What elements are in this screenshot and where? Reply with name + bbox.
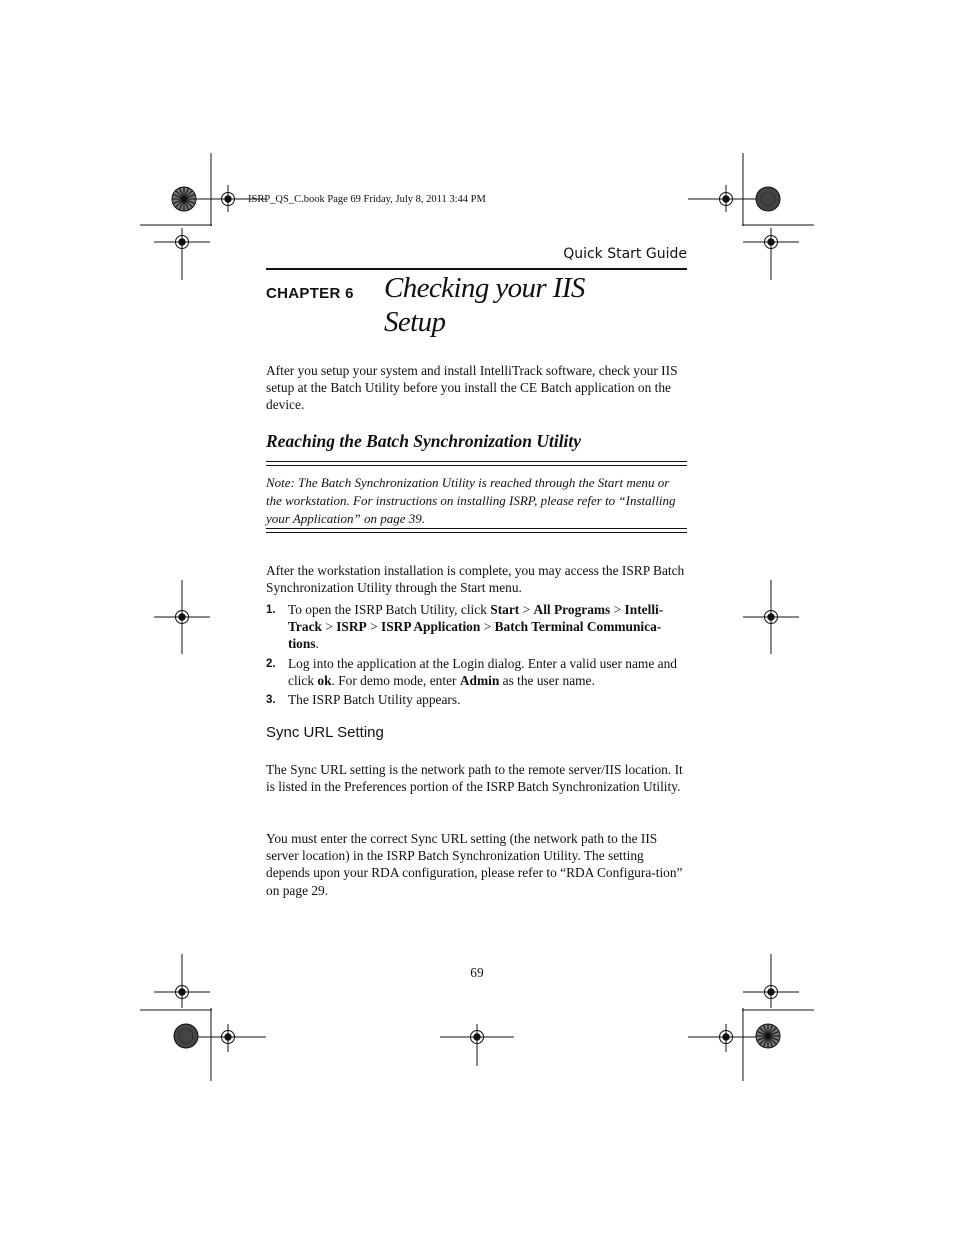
step-text: > bbox=[366, 619, 381, 635]
chapter-title-line-1: Checking your IIS bbox=[384, 272, 585, 304]
after-note-paragraph: After the workstation installation is complete, you may access the ISRP Batch Synchronization Utility through the Start menu. bbox=[266, 563, 685, 596]
note-rule-bottom-2 bbox=[266, 532, 687, 533]
header-rule bbox=[266, 268, 687, 270]
step-text: . For demo mode, enter bbox=[331, 672, 460, 688]
step-emphasis: ISRP bbox=[336, 619, 367, 635]
step-text: To open the ISRP Batch Utility, click bbox=[288, 602, 491, 617]
step-text: Log into the application at the Login dialog. Enter a valid user name and click bbox=[288, 655, 677, 688]
intro-paragraph: After you setup your system and install IntelliTrack software, check your IIS setup at the Batch Utility before you install the CE Batch application on the device. bbox=[266, 363, 678, 413]
step-emphasis: Admin bbox=[459, 672, 500, 688]
step-text: The ISRP Batch Utility appears. bbox=[288, 692, 461, 708]
numbered-steps bbox=[266, 601, 687, 710]
step-text: as the user name. bbox=[499, 672, 595, 688]
sync-paragraph-1: The Sync URL setting is the network path to the remote server/IIS location. It is listed in the Preferences portion of the ISRP Batch Synchronization Utility. bbox=[266, 762, 683, 795]
step-emphasis: Batch Terminal Communica-tions bbox=[288, 619, 662, 652]
step-item bbox=[266, 655, 687, 689]
step-text: > bbox=[610, 602, 625, 617]
step-text: . bbox=[315, 636, 319, 652]
step-number: 3. bbox=[266, 694, 276, 707]
step-text: > bbox=[480, 619, 495, 635]
note-rule-bottom-1 bbox=[266, 528, 687, 529]
step-emphasis: Intelli-Track bbox=[288, 602, 664, 635]
note-text: Note: The Batch Synchronization Utility is reached through the Start menu or the workstation. For instructions on installing ISRP, please refer to “Installing your Application” on page 39. bbox=[266, 475, 676, 526]
note-rule-top-1 bbox=[266, 461, 687, 462]
step-number: 2. bbox=[266, 657, 276, 670]
subsection-heading: Sync URL Setting bbox=[266, 724, 384, 741]
sync-paragraph-2: You must enter the correct Sync URL setting (the network path to the IIS server location) in the ISRP Batch Synchronization Utility. The setting depends upon your RDA configuration, please refer to “RDA Configura-tion” on page 29. bbox=[266, 831, 683, 898]
step-number: 1. bbox=[266, 604, 276, 616]
chapter-label: CHAPTER 6 bbox=[266, 285, 354, 302]
step-item bbox=[266, 691, 687, 708]
chapter-title-line-2: Setup bbox=[384, 306, 446, 338]
step-emphasis: ok bbox=[317, 672, 332, 688]
step-text: > bbox=[519, 602, 534, 617]
step-item bbox=[266, 601, 687, 653]
step-text: > bbox=[321, 619, 337, 635]
running-header: Quick Start Guide bbox=[563, 246, 687, 262]
step-emphasis: ISRP Application bbox=[380, 619, 481, 635]
note-rule-top-2 bbox=[266, 465, 687, 466]
step-emphasis: Start bbox=[490, 602, 520, 617]
step-emphasis: All Programs bbox=[533, 602, 611, 617]
print-slug: ISRP_QS_C.book Page 69 Friday, July 8, 2011 3:44 PM bbox=[248, 194, 486, 205]
section-heading: Reaching the Batch Synchronization Utility bbox=[266, 431, 582, 451]
chapter-title bbox=[384, 271, 585, 339]
page-number: 69 bbox=[470, 965, 484, 980]
